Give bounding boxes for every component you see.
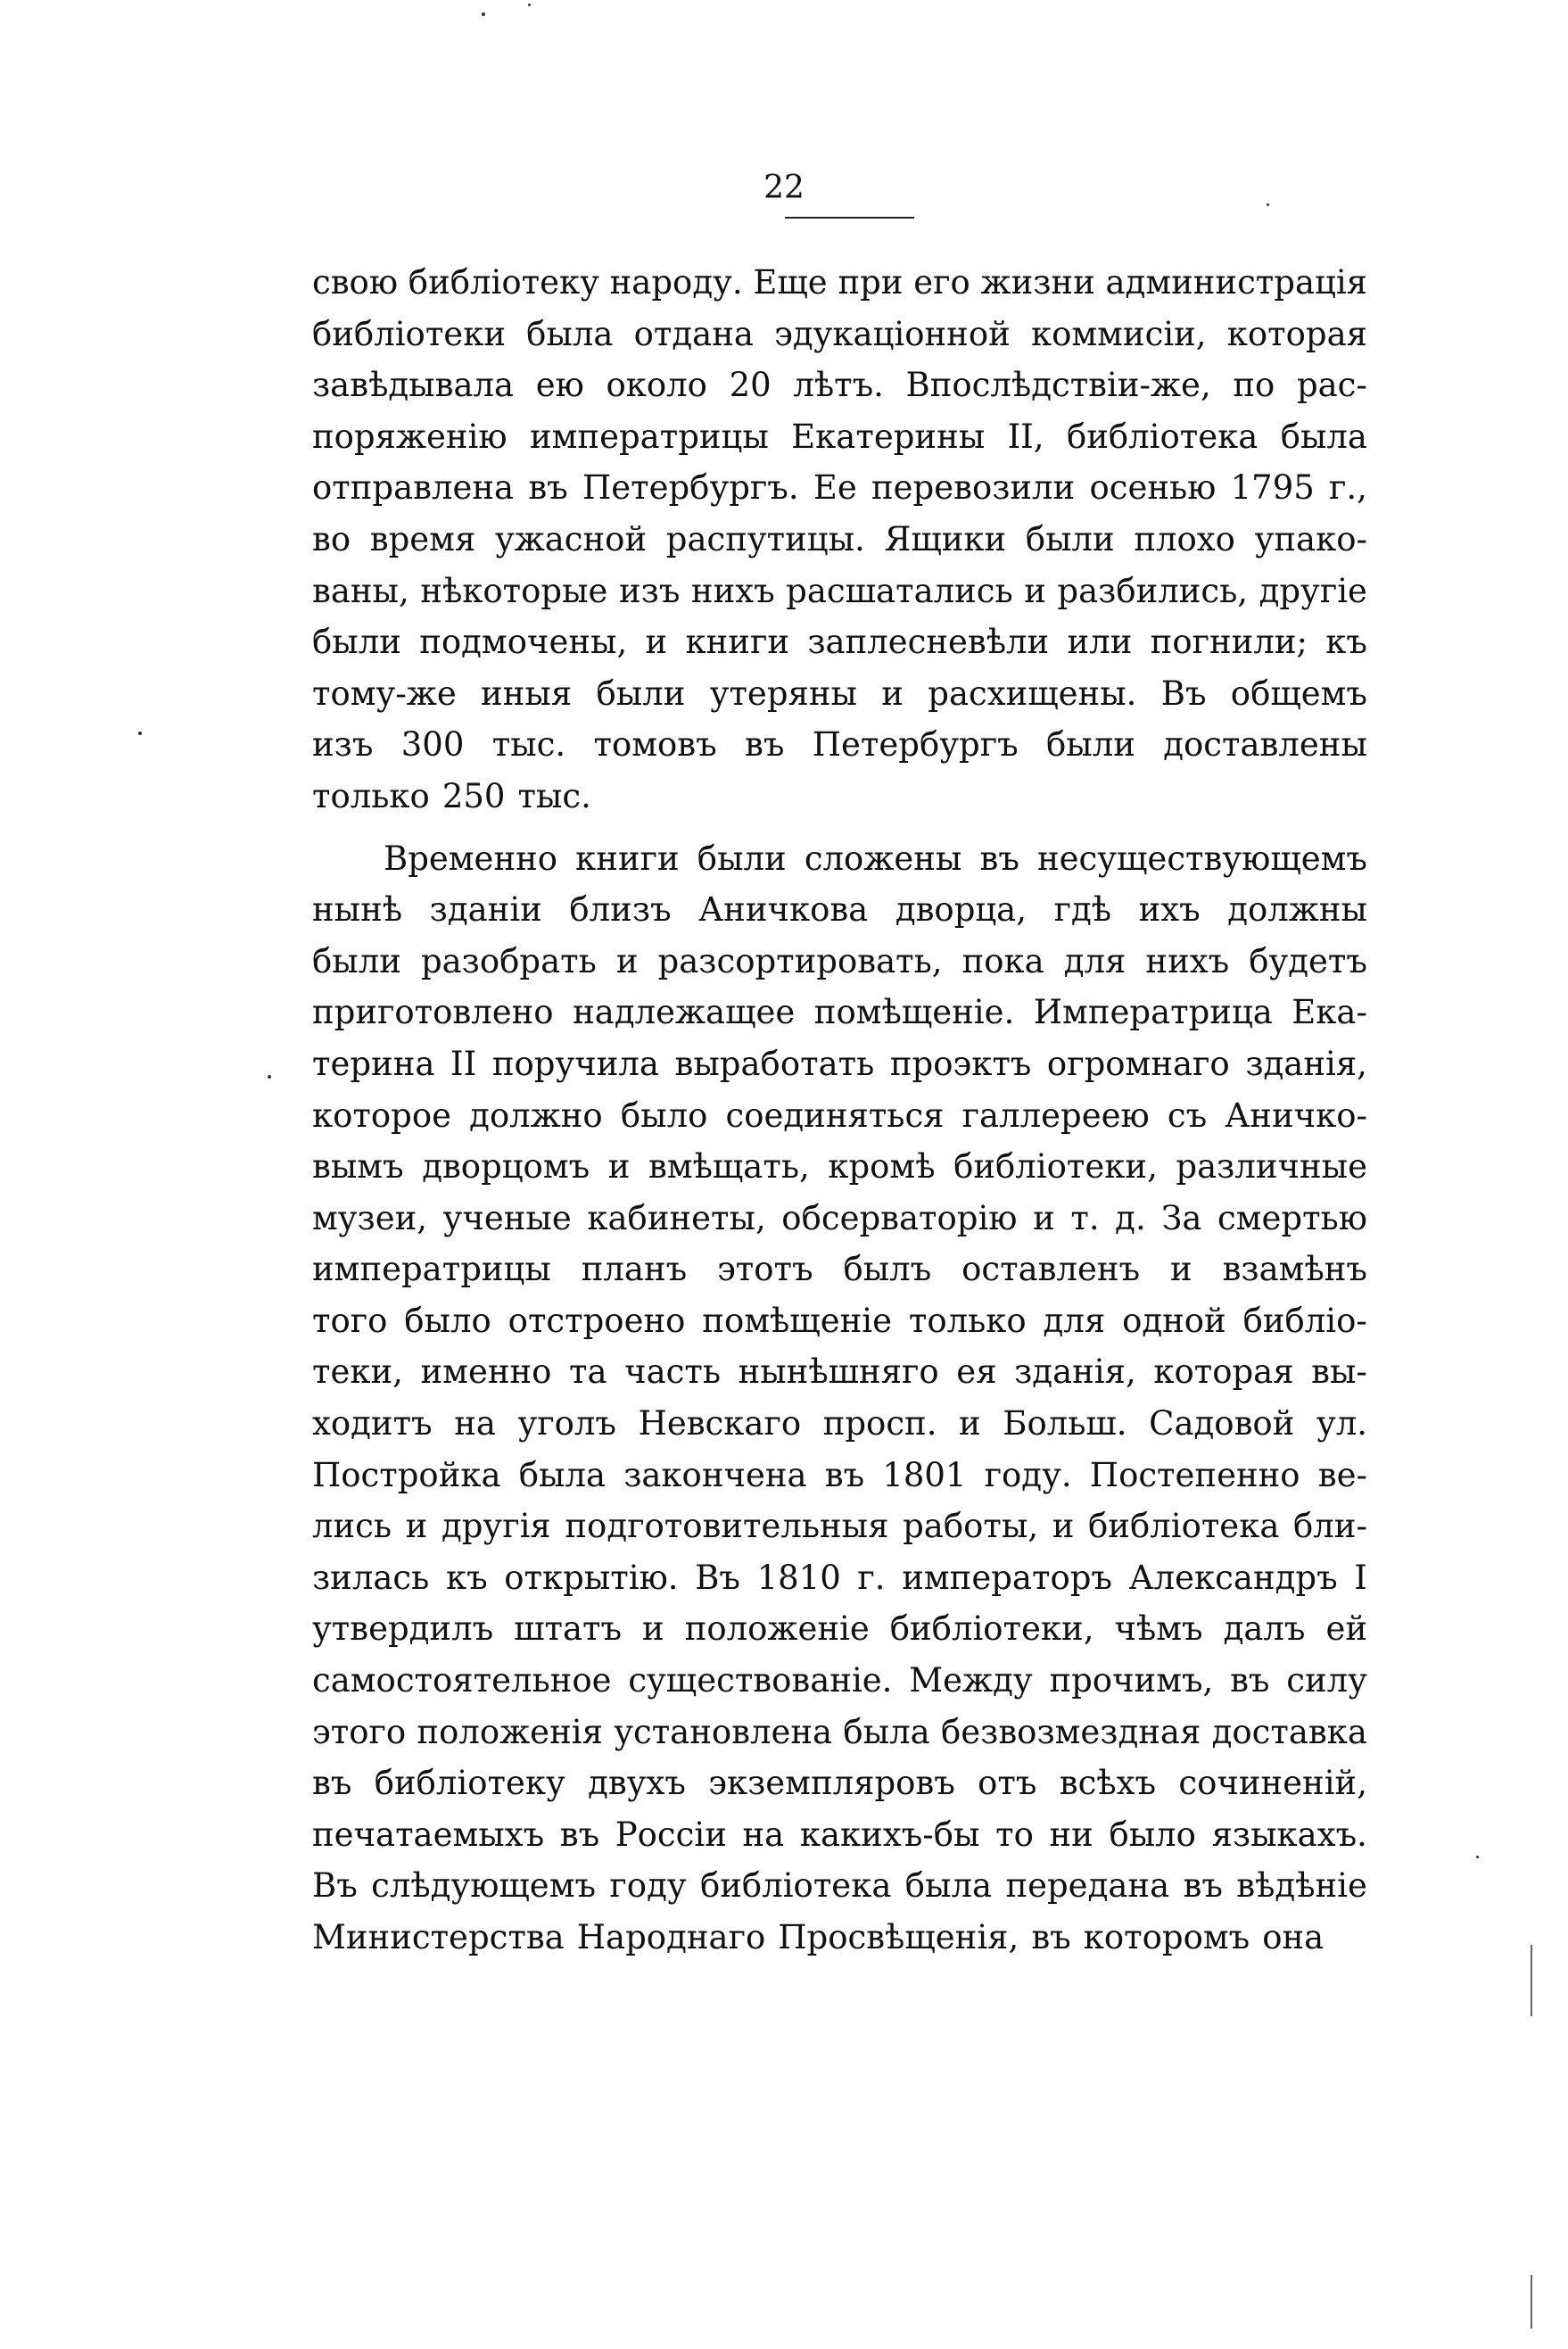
- word: Въ: [1160, 674, 1207, 713]
- word: эдукаціонной: [774, 314, 1011, 353]
- word: и: [615, 941, 639, 980]
- word: смертью: [1217, 1198, 1367, 1237]
- word: проэктъ: [889, 1044, 1032, 1083]
- text-line: [312, 1193, 1367, 1245]
- word: Ящики: [884, 519, 1007, 558]
- word: музеи,: [312, 1198, 428, 1237]
- word: штатъ: [514, 1609, 623, 1649]
- word: Просвѣщенія,: [778, 1918, 1019, 1956]
- page-number-rule: [785, 217, 914, 219]
- text-line: [312, 1603, 1367, 1655]
- word: рас-: [1296, 366, 1367, 405]
- word: вымъ: [312, 1147, 404, 1187]
- word: и: [645, 623, 668, 662]
- text-line: [312, 936, 1367, 988]
- text-line: [312, 1346, 1367, 1398]
- text-line: [312, 411, 1367, 463]
- word: была: [904, 1866, 993, 1906]
- word: въ: [312, 1764, 352, 1803]
- scan-edge-mark: [1531, 1945, 1532, 2016]
- word: и: [1170, 1250, 1193, 1289]
- word: иныя: [481, 674, 573, 713]
- word: былъ: [843, 1250, 932, 1289]
- word: утеряны: [709, 674, 857, 713]
- word: въ: [1183, 1866, 1223, 1906]
- word: положенія: [417, 1712, 603, 1751]
- word: Больш.: [1003, 1404, 1127, 1443]
- paragraph-gap: [312, 823, 1367, 833]
- word: вмѣщать,: [648, 1147, 810, 1187]
- word: осенью: [1089, 468, 1217, 508]
- word: библіотека: [1066, 417, 1259, 456]
- word: самостоятельное: [312, 1661, 612, 1700]
- word: планъ: [581, 1250, 688, 1289]
- word: Аничко-: [1225, 1096, 1367, 1135]
- word: народу.: [609, 263, 743, 302]
- word: II,: [1007, 417, 1044, 456]
- word: и: [642, 1609, 664, 1649]
- word: Невскаго: [638, 1404, 802, 1443]
- word: Ее: [813, 468, 857, 508]
- word: Петербургъ: [812, 725, 1019, 765]
- word: библіотеки,: [889, 1609, 1094, 1649]
- word: администрація: [1105, 263, 1367, 302]
- word: ею: [535, 366, 584, 405]
- word: Временно: [384, 839, 558, 878]
- word: Министерства: [312, 1918, 565, 1956]
- word: нихъ: [1145, 941, 1230, 980]
- word: г.: [857, 1558, 886, 1597]
- word: зилась: [312, 1558, 430, 1597]
- word: г.,: [1329, 468, 1367, 508]
- text-line: [312, 257, 1367, 309]
- word: сложены: [804, 839, 962, 878]
- word: во: [312, 519, 351, 558]
- word: обсерваторію: [781, 1198, 1018, 1237]
- word: при: [838, 263, 904, 302]
- word: этотъ: [717, 1250, 813, 1289]
- word: и: [405, 1507, 428, 1546]
- word: были: [1025, 519, 1115, 558]
- word: жизни: [980, 263, 1095, 302]
- word: которое: [312, 1096, 452, 1135]
- word: общемъ: [1230, 674, 1367, 713]
- word: Впослѣдствіи-же,: [905, 366, 1211, 405]
- word: огромнаго: [1046, 1044, 1230, 1083]
- word: и: [1024, 571, 1046, 610]
- word: ни: [1049, 1815, 1093, 1854]
- body-text: [312, 257, 1367, 1964]
- text-line: [312, 884, 1367, 936]
- word: императрицы: [529, 417, 769, 456]
- text-line: [312, 771, 1367, 823]
- scan-edge-mark: [1531, 2275, 1532, 2328]
- word: дворцомъ: [422, 1147, 590, 1187]
- word: 1795: [1230, 468, 1315, 508]
- word: Аничкова: [698, 890, 869, 930]
- word: изъ: [312, 725, 374, 765]
- word: ул.: [1316, 1404, 1367, 1443]
- word: на: [742, 1815, 785, 1854]
- word: было: [620, 1096, 708, 1135]
- word: всѣхъ: [1059, 1764, 1157, 1803]
- text-line: [312, 668, 1367, 720]
- word: Постепенно: [1089, 1455, 1300, 1494]
- word: помѣщеніе: [702, 1301, 892, 1340]
- text-line: [312, 1809, 1367, 1861]
- word: различные: [1176, 1147, 1367, 1187]
- word: Въ: [312, 1866, 358, 1906]
- word: далъ: [1223, 1609, 1306, 1649]
- word: I: [1354, 1558, 1367, 1597]
- word: была: [518, 1455, 607, 1494]
- word: выработать: [674, 1044, 875, 1083]
- word: погнили;: [1150, 623, 1308, 662]
- word: одной: [1122, 1301, 1226, 1340]
- word: того: [312, 1301, 388, 1340]
- word: вѣдѣніе: [1236, 1866, 1367, 1906]
- word: уголъ: [517, 1404, 616, 1443]
- word: библіотеки,: [953, 1147, 1158, 1187]
- word: книги: [685, 623, 790, 662]
- word: Ека-: [1292, 993, 1367, 1032]
- word: существованіе.: [628, 1661, 893, 1700]
- word: къ: [445, 1558, 488, 1597]
- word: зданія,: [1014, 1352, 1136, 1392]
- word: безвозмездная: [940, 1712, 1201, 1751]
- word: библіотека: [700, 1866, 892, 1906]
- word: было: [404, 1301, 491, 1340]
- word: печатаемыхъ: [312, 1815, 545, 1854]
- word: и: [1033, 1198, 1055, 1237]
- text-line: [312, 566, 1367, 617]
- word: какихъ-бы: [799, 1815, 980, 1854]
- word: ихъ: [1138, 890, 1201, 930]
- word: двухъ: [588, 1764, 686, 1803]
- word: императрицы: [312, 1250, 551, 1289]
- word: Еще: [753, 263, 828, 302]
- word: II: [450, 1044, 477, 1083]
- word: были: [596, 674, 686, 713]
- word: которомъ: [1083, 1918, 1250, 1956]
- word: или: [1067, 623, 1133, 662]
- word: будетъ: [1249, 941, 1367, 980]
- text-line: [312, 1758, 1367, 1809]
- word: для: [1063, 941, 1126, 980]
- word: году: [609, 1866, 687, 1906]
- word: поряженію: [312, 417, 508, 456]
- scan-speck: [138, 732, 142, 735]
- word: были: [312, 623, 401, 662]
- word: За: [1161, 1198, 1202, 1237]
- word: именно: [420, 1352, 552, 1392]
- word: въ: [824, 1455, 865, 1494]
- word: перевозили: [871, 468, 1076, 508]
- word: слѣдующемъ: [371, 1866, 597, 1906]
- text-line: [312, 514, 1367, 566]
- word: и: [959, 1404, 981, 1443]
- word: ужасной: [494, 519, 648, 558]
- text-line: [312, 462, 1367, 514]
- word: отъ: [978, 1764, 1037, 1803]
- scan-speck: [268, 1075, 271, 1079]
- word: библіотеку: [374, 1764, 565, 1803]
- word: положеніе: [684, 1609, 870, 1649]
- word: ей: [1325, 1609, 1367, 1649]
- word: Александръ: [1128, 1558, 1338, 1597]
- word: отдана: [633, 314, 754, 353]
- word: которая: [1153, 1352, 1294, 1392]
- word: было: [1109, 1815, 1196, 1854]
- word: Садовой: [1149, 1404, 1295, 1443]
- word: зданія,: [1245, 1044, 1367, 1083]
- text-line: [312, 1860, 1367, 1912]
- word: другіе: [1259, 571, 1367, 610]
- word: надлежащее: [573, 993, 796, 1032]
- word: Екатерины: [791, 417, 986, 456]
- word: свою: [312, 263, 399, 302]
- word: доставка: [1211, 1712, 1367, 1751]
- word: та: [569, 1352, 607, 1392]
- word: ея: [956, 1352, 997, 1392]
- word: время: [369, 519, 476, 558]
- word: разсортировать,: [657, 941, 943, 980]
- word: 1801: [882, 1455, 967, 1494]
- word: библіотеки: [312, 314, 506, 353]
- word: языкахъ.: [1211, 1815, 1367, 1854]
- word: ходитъ: [312, 1404, 433, 1443]
- word: открытію.: [504, 1558, 679, 1597]
- word: томовъ: [593, 725, 717, 765]
- word: была: [526, 314, 614, 353]
- text-line: [312, 1398, 1367, 1450]
- word: въ: [1031, 1918, 1071, 1956]
- word: установлена: [614, 1712, 833, 1751]
- page-number: 22: [763, 170, 805, 206]
- scan-speck: [1476, 1856, 1479, 1858]
- word: она: [1262, 1918, 1325, 1956]
- word: расхищены.: [928, 674, 1137, 713]
- word: 1810: [756, 1558, 841, 1597]
- scan-speck: [482, 12, 485, 16]
- word: просп.: [822, 1404, 937, 1443]
- word: ваны,: [312, 571, 409, 610]
- word: Императрица: [1033, 993, 1273, 1032]
- word: его: [913, 263, 970, 302]
- word: завѣдывала: [312, 366, 515, 405]
- word: сочиненій,: [1178, 1764, 1367, 1803]
- word: 300: [400, 725, 465, 765]
- scan-speck: [1267, 203, 1269, 206]
- word: къ: [1325, 623, 1367, 662]
- word: т.: [1070, 1198, 1100, 1237]
- word: изъ: [618, 571, 681, 610]
- word: силу: [1286, 1661, 1367, 1700]
- text-line: [312, 833, 1367, 885]
- word: только: [312, 776, 430, 815]
- text-line: [312, 1912, 1367, 1964]
- word: кромѣ: [828, 1147, 936, 1187]
- word: разбились,: [1057, 571, 1249, 610]
- word: распутицы.: [665, 519, 865, 558]
- word: 20: [729, 366, 772, 405]
- word: Россіи: [615, 1815, 727, 1854]
- word: въ: [1230, 1661, 1270, 1700]
- word: кабинеты,: [587, 1198, 766, 1237]
- text-line: [312, 360, 1367, 411]
- word: съ: [1167, 1096, 1208, 1135]
- word: утвердилъ: [312, 1609, 494, 1649]
- text-line: [312, 1244, 1367, 1295]
- text-line: [312, 1501, 1367, 1552]
- word: разобрать: [420, 941, 597, 980]
- text-line: [312, 1038, 1367, 1090]
- word: несуществующемъ: [1036, 839, 1367, 878]
- word: другія: [441, 1507, 551, 1546]
- text-line: [312, 616, 1367, 668]
- word: прочимъ,: [1049, 1661, 1214, 1700]
- word: и: [607, 1147, 631, 1187]
- word: книги: [575, 839, 680, 878]
- word: были: [1046, 725, 1135, 765]
- text-line: [312, 1707, 1367, 1758]
- word: были: [312, 941, 401, 980]
- word: только: [908, 1301, 1027, 1340]
- word: нѣкоторые: [420, 571, 608, 610]
- word: тыс.: [517, 776, 591, 815]
- word: поручила: [491, 1044, 659, 1083]
- text-line: [312, 309, 1367, 360]
- word: подмочены,: [419, 623, 628, 662]
- word: отстроено: [508, 1301, 686, 1340]
- word: на: [454, 1404, 496, 1443]
- word: упако-: [1254, 519, 1367, 558]
- word: въ: [745, 725, 785, 765]
- word: пока: [961, 941, 1044, 980]
- word: по: [1233, 366, 1275, 405]
- text-line: [312, 1090, 1367, 1142]
- word: для: [1043, 1301, 1106, 1340]
- word: приготовлено: [312, 993, 554, 1032]
- word: закончена: [623, 1455, 807, 1494]
- text-line: [312, 1295, 1367, 1347]
- text-line: [312, 719, 1367, 771]
- word: была: [843, 1712, 930, 1751]
- word: ученые: [442, 1198, 572, 1237]
- word: расшатались: [786, 571, 1013, 610]
- word: лись: [312, 1507, 392, 1546]
- word: тому-же: [312, 674, 457, 713]
- word: библіотека: [1088, 1507, 1280, 1546]
- word: этого: [312, 1712, 407, 1751]
- word: заплесневѣли: [807, 623, 1050, 662]
- word: библіотеку: [408, 263, 599, 302]
- word: ве-: [1317, 1455, 1367, 1494]
- word: лѣтъ.: [793, 366, 884, 405]
- word: была: [1280, 417, 1367, 456]
- word: взамѣнъ: [1222, 1250, 1367, 1289]
- word: нынѣ: [312, 890, 403, 930]
- word: то: [995, 1815, 1034, 1854]
- word: вы-: [1311, 1352, 1367, 1392]
- word: около: [606, 366, 707, 405]
- word: зданіи: [429, 890, 542, 930]
- word: Народнаго: [576, 1918, 766, 1956]
- word: передана: [1005, 1866, 1170, 1906]
- word: въ: [979, 839, 1019, 878]
- scan-speck: [528, 4, 531, 6]
- word: 250: [442, 776, 506, 815]
- word: гдѣ: [1053, 890, 1112, 930]
- word: должны: [1227, 890, 1367, 930]
- word: экземпляровъ: [708, 1764, 955, 1803]
- word: нихъ: [690, 571, 775, 610]
- word: Постройка: [312, 1455, 501, 1494]
- word: подготовительныя: [565, 1507, 889, 1546]
- word: терина: [312, 1044, 435, 1083]
- word: въ: [559, 1815, 600, 1854]
- word: работы,: [903, 1507, 1039, 1546]
- word: плохо: [1134, 519, 1235, 558]
- word: помѣщеніе.: [813, 993, 1015, 1032]
- word: нынѣшняго: [738, 1352, 939, 1392]
- word: Между: [909, 1661, 1033, 1700]
- word: доставлены: [1163, 725, 1367, 765]
- word: соединяться: [725, 1096, 945, 1135]
- word: которая: [1226, 314, 1367, 353]
- word: въ: [528, 468, 568, 508]
- word: были: [697, 839, 787, 878]
- text-line: [312, 1450, 1367, 1501]
- word: Въ: [695, 1558, 740, 1597]
- text-line: [312, 987, 1367, 1038]
- word: д.: [1115, 1198, 1146, 1237]
- word: императоръ: [902, 1558, 1112, 1597]
- word: Петербургъ.: [582, 468, 799, 508]
- word: отправлена: [312, 468, 515, 508]
- word: и: [881, 674, 904, 713]
- word: и: [1052, 1507, 1075, 1546]
- word: коммисіи,: [1030, 314, 1207, 353]
- word: году.: [984, 1455, 1072, 1494]
- word: должно: [469, 1096, 603, 1135]
- word: галлереею: [961, 1096, 1150, 1135]
- word: чѣмъ: [1114, 1609, 1203, 1649]
- text-line: [312, 1552, 1367, 1604]
- word: дворца,: [895, 890, 1027, 930]
- word: теки,: [312, 1352, 403, 1392]
- word: бли-: [1293, 1507, 1367, 1546]
- word: библіо-: [1242, 1301, 1367, 1340]
- word: близъ: [569, 890, 672, 930]
- text-line: [312, 1141, 1367, 1193]
- word: часть: [624, 1352, 721, 1392]
- text-line: [312, 1655, 1367, 1707]
- word: тыс.: [491, 725, 566, 765]
- word: оставленъ: [961, 1250, 1141, 1289]
